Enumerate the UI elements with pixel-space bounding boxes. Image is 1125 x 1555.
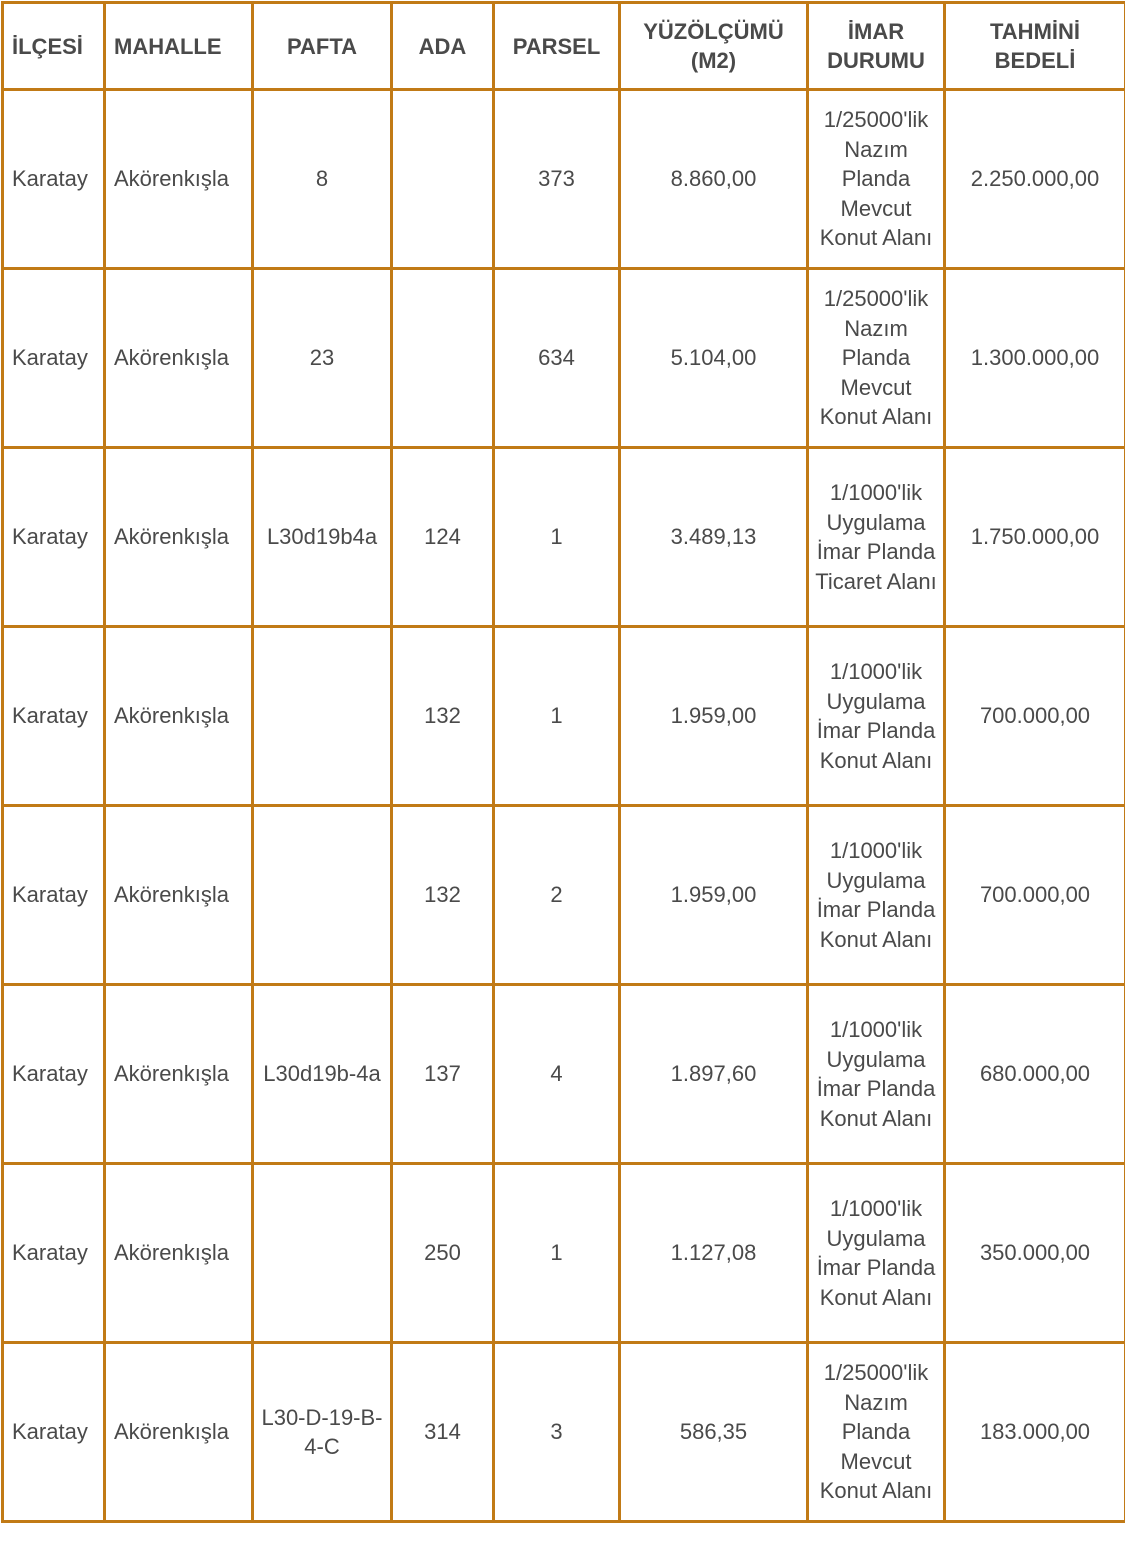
cell-yuzolcumu: 1.897,60 <box>620 985 808 1164</box>
cell-parsel: 373 <box>494 90 620 269</box>
table-header <box>3 3 1125 90</box>
table-row <box>3 1343 1125 1522</box>
header-tahmini-bedeli: TAHMİNİ BEDELİ <box>945 3 1125 90</box>
cell-parsel: 2 <box>494 806 620 985</box>
parcel-table <box>1 1 1125 1523</box>
cell-pafta <box>253 1164 392 1343</box>
cell-ada <box>392 269 494 448</box>
cell-mahalle: Akörenkışla <box>105 627 253 806</box>
header-ilcesi: İLÇESİ <box>3 3 105 90</box>
cell-pafta <box>253 627 392 806</box>
cell-imar-durumu: 1/1000'lik Uygulama İmar Planda Konut Alanı <box>808 627 945 806</box>
cell-pafta: L30d19b-4a <box>253 985 392 1164</box>
cell-mahalle: Akörenkışla <box>105 269 253 448</box>
table-row <box>3 269 1125 448</box>
cell-mahalle: Akörenkışla <box>105 985 253 1164</box>
cell-pafta <box>253 806 392 985</box>
cell-ilcesi: Karatay <box>3 1164 105 1343</box>
cell-yuzolcumu: 1.127,08 <box>620 1164 808 1343</box>
cell-pafta: L30-D-19-B-4-C <box>253 1343 392 1522</box>
cell-tahmini-bedeli: 680.000,00 <box>945 985 1125 1164</box>
cell-pafta: 8 <box>253 90 392 269</box>
cell-yuzolcumu: 586,35 <box>620 1343 808 1522</box>
cell-ilcesi: Karatay <box>3 985 105 1164</box>
cell-ilcesi: Karatay <box>3 806 105 985</box>
cell-ada: 132 <box>392 627 494 806</box>
cell-ada: 137 <box>392 985 494 1164</box>
cell-yuzolcumu: 3.489,13 <box>620 448 808 627</box>
cell-ilcesi: Karatay <box>3 448 105 627</box>
cell-tahmini-bedeli: 350.000,00 <box>945 1164 1125 1343</box>
cell-mahalle: Akörenkışla <box>105 448 253 627</box>
cell-imar-durumu: 1/1000'lik Uygulama İmar Planda Ticaret Alanı <box>808 448 945 627</box>
cell-mahalle: Akörenkışla <box>105 1164 253 1343</box>
cell-parsel: 4 <box>494 985 620 1164</box>
header-imar-durumu: İMAR DURUMU <box>808 3 945 90</box>
header-parsel: PARSEL <box>494 3 620 90</box>
header-ada: ADA <box>392 3 494 90</box>
cell-mahalle: Akörenkışla <box>105 90 253 269</box>
cell-parsel: 634 <box>494 269 620 448</box>
table-row <box>3 985 1125 1164</box>
cell-parsel: 1 <box>494 627 620 806</box>
table-row <box>3 627 1125 806</box>
table-row <box>3 448 1125 627</box>
cell-ada: 124 <box>392 448 494 627</box>
cell-ilcesi: Karatay <box>3 1343 105 1522</box>
cell-parsel: 3 <box>494 1343 620 1522</box>
cell-imar-durumu: 1/25000'lik Nazım Planda Mevcut Konut Alanı <box>808 90 945 269</box>
cell-yuzolcumu: 5.104,00 <box>620 269 808 448</box>
cell-tahmini-bedeli: 2.250.000,00 <box>945 90 1125 269</box>
cell-ada: 132 <box>392 806 494 985</box>
table-row <box>3 90 1125 269</box>
header-row <box>3 3 1125 90</box>
cell-yuzolcumu: 1.959,00 <box>620 806 808 985</box>
cell-ada: 250 <box>392 1164 494 1343</box>
cell-ilcesi: Karatay <box>3 269 105 448</box>
cell-mahalle: Akörenkışla <box>105 806 253 985</box>
table-row <box>3 806 1125 985</box>
cell-parsel: 1 <box>494 448 620 627</box>
cell-ada <box>392 90 494 269</box>
header-mahalle: MAHALLE <box>105 3 253 90</box>
cell-imar-durumu: 1/1000'lik Uygulama İmar Planda Konut Alanı <box>808 806 945 985</box>
cell-pafta: 23 <box>253 269 392 448</box>
cell-yuzolcumu: 8.860,00 <box>620 90 808 269</box>
cell-imar-durumu: 1/25000'lik Nazım Planda Mevcut Konut Alanı <box>808 269 945 448</box>
table-body <box>3 90 1125 1522</box>
cell-tahmini-bedeli: 1.300.000,00 <box>945 269 1125 448</box>
header-yuzolcumu: YÜZÖLÇÜMÜ (M2) <box>620 3 808 90</box>
cell-pafta: L30d19b4a <box>253 448 392 627</box>
cell-ada: 314 <box>392 1343 494 1522</box>
cell-parsel: 1 <box>494 1164 620 1343</box>
cell-tahmini-bedeli: 183.000,00 <box>945 1343 1125 1522</box>
cell-ilcesi: Karatay <box>3 90 105 269</box>
cell-imar-durumu: 1/25000'lik Nazım Planda Mevcut Konut Alanı <box>808 1343 945 1522</box>
cell-tahmini-bedeli: 700.000,00 <box>945 806 1125 985</box>
header-pafta: PAFTA <box>253 3 392 90</box>
cell-yuzolcumu: 1.959,00 <box>620 627 808 806</box>
cell-tahmini-bedeli: 1.750.000,00 <box>945 448 1125 627</box>
table-row <box>3 1164 1125 1343</box>
cell-imar-durumu: 1/1000'lik Uygulama İmar Planda Konut Alanı <box>808 1164 945 1343</box>
cell-mahalle: Akörenkışla <box>105 1343 253 1522</box>
cell-tahmini-bedeli: 700.000,00 <box>945 627 1125 806</box>
cell-ilcesi: Karatay <box>3 627 105 806</box>
cell-imar-durumu: 1/1000'lik Uygulama İmar Planda Konut Alanı <box>808 985 945 1164</box>
